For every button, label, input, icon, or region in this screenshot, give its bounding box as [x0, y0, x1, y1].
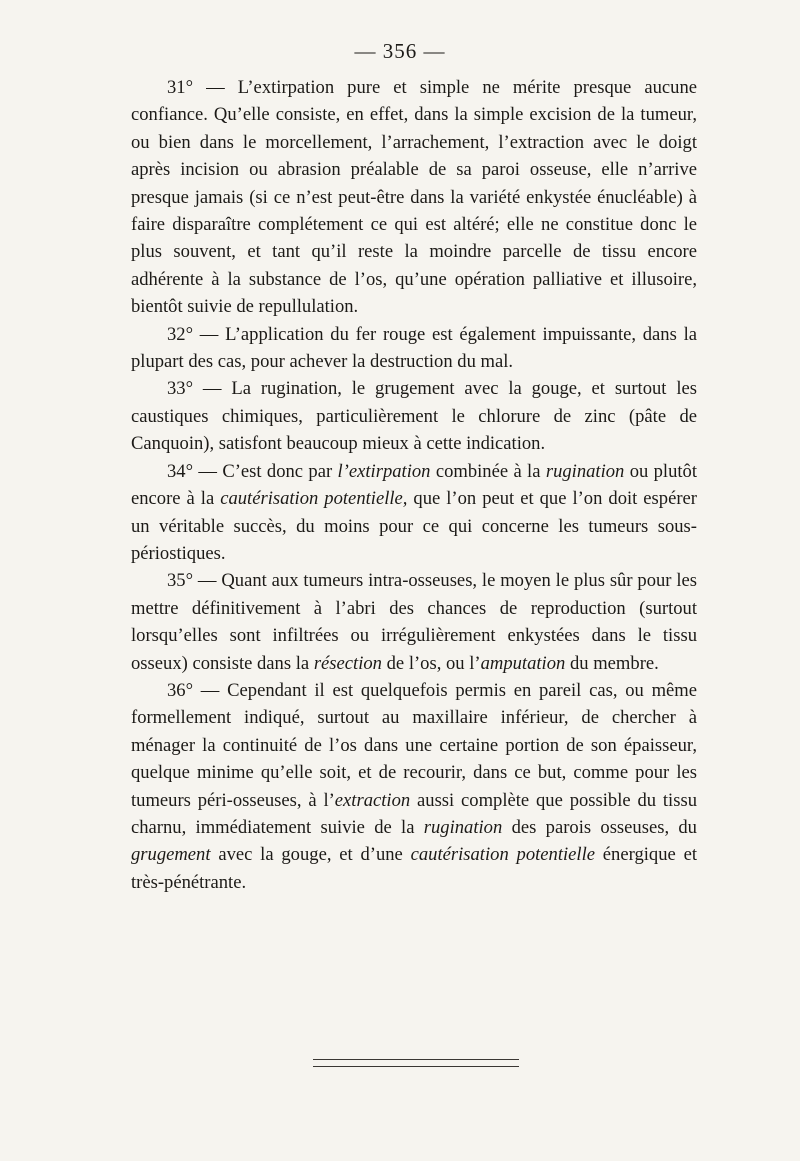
text-run: combinée à la: [430, 460, 546, 482]
italic-term: résection: [313, 652, 382, 674]
italic-term: cautérisation potentielle,: [220, 488, 408, 510]
text-run: de l’os, ou l’: [381, 652, 481, 674]
paragraph-34: [131, 458, 697, 568]
text-run: 34° — C’est donc par: [167, 460, 338, 482]
italic-term: amputation: [480, 652, 566, 674]
text-run: des parois osseuses, du: [502, 816, 697, 838]
text-run: 36° — Cependant il est quelquefois permis en pareil cas, ou même formellement indiqué, surtout au maxillaire inférieur, de chercher à ménager la continuité de l’os dans une certaine portion de son épaisseur, quelque minime qu’elle soit, et de recourir, dans ce but, comme pour les tumeurs péri-osseuses, à l’: [131, 679, 697, 811]
double-rule-divider: [313, 1059, 519, 1067]
text-run: avec la gouge, et d’une: [210, 844, 411, 866]
text-run: 35° — Quant aux tumeurs intra-osseuses, le moyen le plus sûr pour les mettre définitivement à l’abri des chances de reproduction (surtout lorsqu’elles sont infiltrées ou irrégulièrement enkystées dans le tissu osseux) consiste dans la: [131, 570, 697, 674]
italic-term: l’extirpation: [337, 460, 431, 482]
body-text: [131, 74, 697, 896]
italic-term: grugement: [131, 844, 211, 866]
text-run: énergique et très-pénétrante.: [131, 844, 697, 893]
paragraph-33: 33° — La rugination, le grugement avec la gouge, et surtout les caustiques chimiques, particulièrement le chlorure de zinc (pâte de Canquoin), satisfont beaucoup mieux à cette indication.: [131, 378, 697, 455]
italic-term: cautérisation potentielle: [410, 844, 596, 866]
text-run: ou plutôt encore à la: [131, 460, 698, 510]
italic-term: extraction: [334, 789, 411, 811]
page-number-header: — 356 —: [354, 39, 446, 63]
text-run: que l’on peut et que l’on doit espérer un véritable succès, du moins pour ce qui concerne les tumeurs sous-périostiques.: [131, 488, 697, 564]
paragraph-36: [131, 677, 697, 896]
text-run: aussi complète que possible du tissu charnu, immédiatement suivie de la: [131, 789, 697, 838]
paragraph-35: [131, 567, 697, 677]
italic-term: rugination: [423, 816, 503, 838]
text-run: du membre.: [565, 652, 659, 674]
paragraph-31: 31° — L’extirpation pure et simple ne mérite presque aucune confiance. Qu’elle consiste, en effet, dans la simple excision de la tumeur, ou bien dans le morcellement, l’arrachement, l’extraction avec le doigt après incision ou abrasion préalable de sa paroi osseuse, elle n’arrive presque jamais (si ce n’est peut-être dans la variété enkystée énucléable) à faire disparaître complétement ce qui est altéré; elle ne constitue donc le plus souvent, et tant qu’il reste la moindre parcelle de tissu encore adhérente à la substance de l’os, qu’une opération palliative et illusoire, bientôt suivie de repullulation.: [131, 77, 697, 318]
paragraph-32: 32° — L’application du fer rouge est également impuissante, dans la plupart des cas, pour achever la destruction du mal.: [131, 323, 697, 373]
italic-term: rugination: [545, 460, 625, 482]
